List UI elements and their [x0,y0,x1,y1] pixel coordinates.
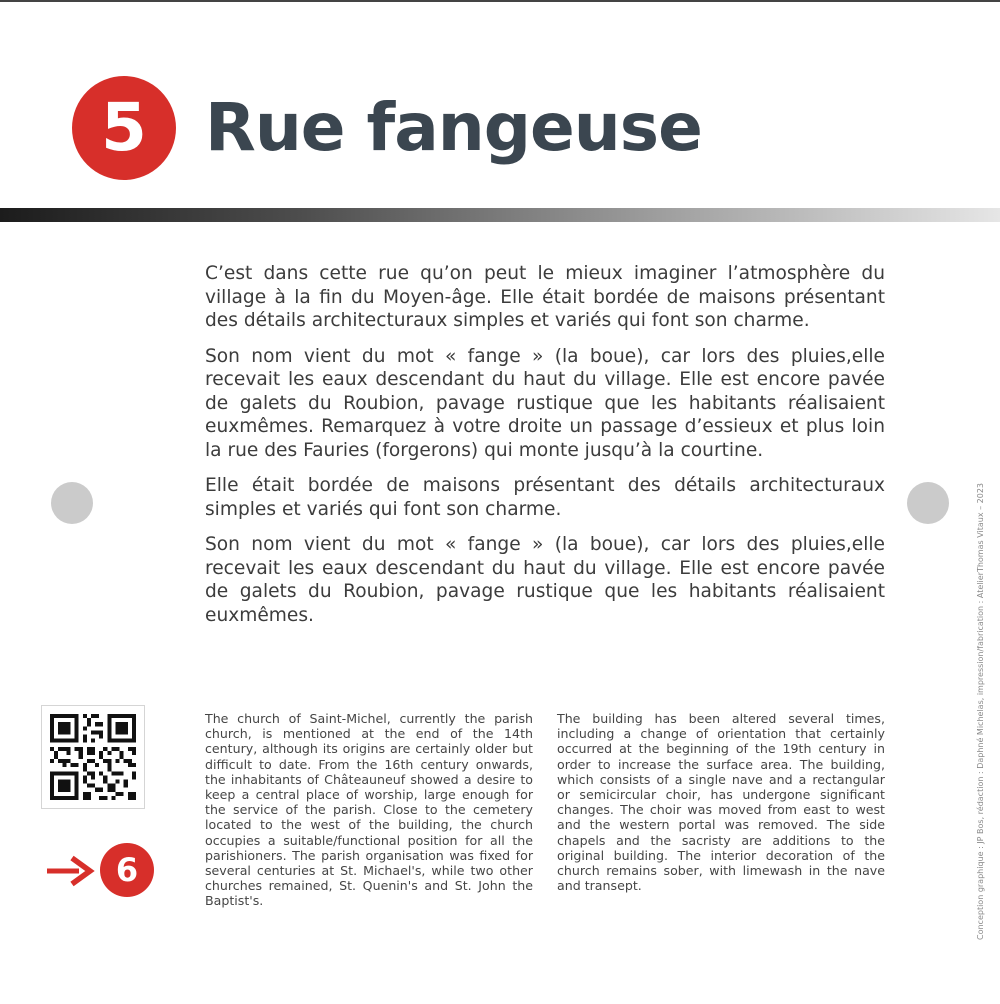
main-paragraph: Son nom vient du mot « fange » (la boue), car lors des pluies,elle recevait les eaux descendant du haut du village. Elle est encore pavée de galets du Roubion, pavage rustique que les habitants réalisaient euxmêmes. Remarquez à votre droite un passage d’essieux et plus loin la rue des Fauries (forgerons) qui monte jusqu’à la courtine. [205,345,885,461]
mounting-hole-left [51,482,93,524]
mounting-hole-right [907,482,949,524]
main-paragraph: Son nom vient du mot « fange » (la boue), car lors des pluies,elle recevait les eaux descendant du haut du village. Elle est encore pavée de galets du Roubion, pavage rustique que les habitants réalisaient euxmêmes. [205,534,885,626]
main-paragraph: C’est dans cette rue qu’on peut le mieux imaginer l’atmosphère du village à la fin du Moyen-âge. Elle était bordée de maisons présentant des détails architecturaux simples et variés qui font son charme. [205,263,885,331]
qr-code-icon[interactable] [41,705,145,809]
main-text-block [205,262,885,639]
next-stop-badge[interactable]: 6 [100,843,154,897]
credits-vertical-text: Conception graphique : JP Bos, rédaction : Daphné Michelas, impression/fabrication : AtelierThomas Vitaux – 2023 [976,482,985,940]
gradient-divider [0,208,1000,222]
top-border-line [0,0,1000,2]
main-paragraph: Elle était bordée de maisons présentant des détails architecturaux simples et variés qui font son charme. [205,475,885,520]
stop-number-badge: 5 [72,76,176,180]
english-text-column-2: The building has been altered several times, including a change of orientation that certainly occurred at the beginning of the 19th century in order to increase the surface area. The building, which consists of a single nave and a rectangular or semicircular choir, has undergone significant changes. The choir was moved from east to west and the western portal was removed. The side chapels and the sacristy are additions to the original building. The interior decoration of the church remains sober, with limewash in the nave and transept. [557,711,885,894]
english-text-column-1: The church of Saint-Michel, currently the parish church, is mentioned at the end of the 14th century, although its origins are certainly older but difficult to date. From the 16th century onwards, the inhabitants of Châteauneuf showed a desire to keep a central place of worship, large enough for the service of the parish. Close to the cemetery located to the west of the building, the church occupies a suitable/functional position for all the parishioners. The parish organisation was fixed for several centuries at St. Michael's, while two other churches remained, St. Quenin's and St. John the Baptist's. [205,711,533,909]
arrow-right-icon [45,855,95,887]
qr-code-graphic [50,714,136,800]
page-title: Rue fangeuse [205,89,702,166]
